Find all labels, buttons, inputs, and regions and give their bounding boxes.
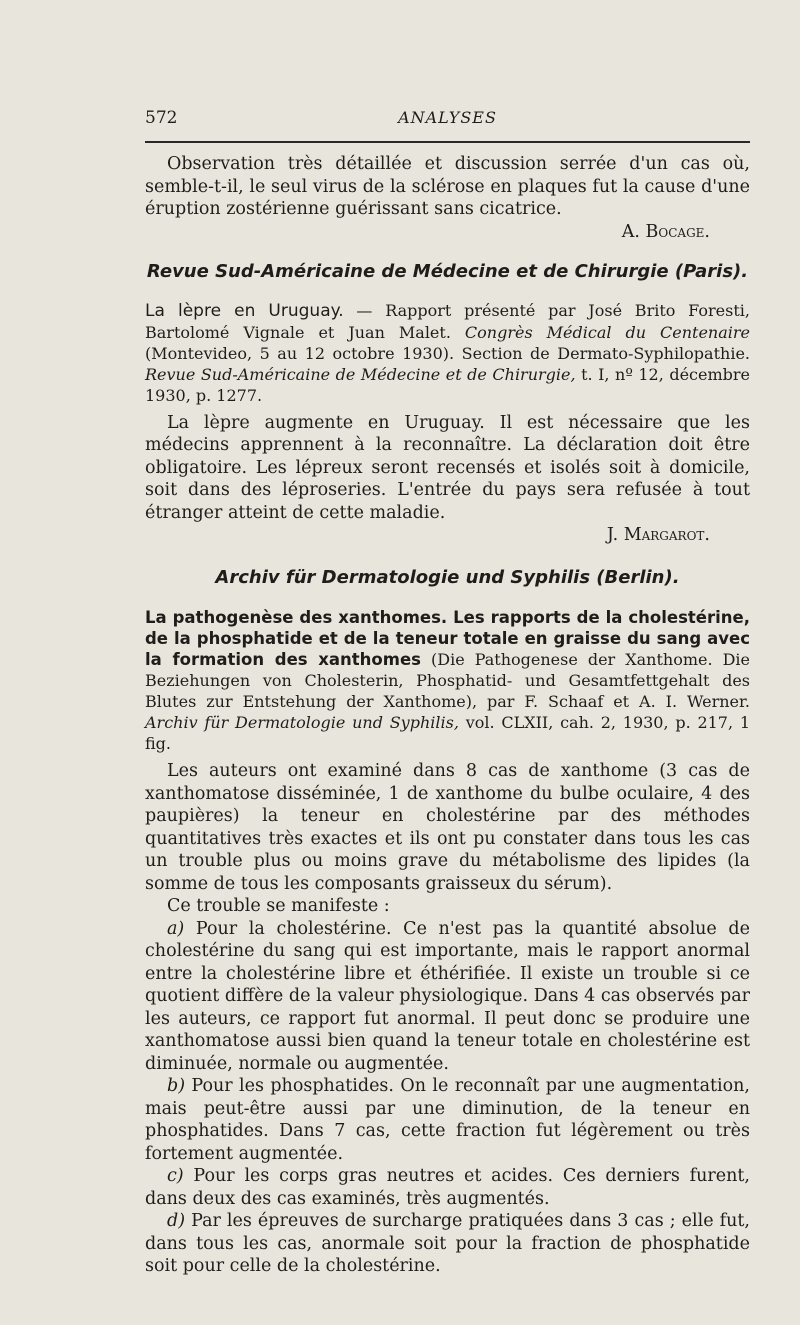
signature-bocage: A. Bocage. — [621, 221, 710, 242]
ref-congress: Congrès Médical du Centenaire — [464, 322, 750, 342]
ref-citation: vol. CLXII, cah. 2, 1930, p. 217, 1 fig. — [145, 713, 751, 753]
running-title: ANALYSES — [398, 108, 497, 127]
paragraph-text: Les auteurs ont examiné dans 8 cas de xanthome (3 cas de xanthomatose disséminée, 1 de xanthome du bulbe oculaire, 4 des paupières) la teneur en cholestérine par des méthodes quantitatives très exactes et ils ont pu constater dans tous les cas un trouble plus ou moins grave du métabolisme des lipides (la somme de tous les composants graisseux du sérum). — [145, 761, 750, 894]
body-paragraph — [145, 760, 750, 895]
list-item — [145, 918, 750, 1076]
page-header — [145, 106, 750, 132]
signature-margarot: J. Margarot. — [606, 525, 710, 545]
signature-line — [145, 221, 750, 244]
ref-details: (Montevideo, 5 au 12 octobre 1930). Section de Dermato-Syphilopathie. — [145, 343, 750, 363]
review-text: Observation très détaillée et discussion serrée d'un cas où, semble-t-il, le seul virus de la sclérose en plaques fut la cause d'une éruption zostérienne guérissant sans cicatrice. — [145, 154, 750, 219]
body-paragraph — [145, 895, 750, 918]
journal-heading-revue: Revue Sud-Américaine de Médecine et de Chirurgie (Paris). — [146, 261, 749, 282]
list-label: c) — [167, 1166, 184, 1186]
page-body — [145, 153, 750, 1278]
list-label: a) — [167, 918, 185, 939]
header-rule — [145, 141, 750, 143]
list-item — [145, 1165, 750, 1210]
article-title: La lèpre en Uruguay. — [145, 300, 344, 321]
article-title: La pathogenèse des xanthomes. Les rapports de la cholestérine, de la phosphatide et de la teneur totale en graisse du sang avec la formation des xanthomes — [145, 608, 750, 669]
paragraph-text: Ce trouble se manifeste : — [167, 896, 390, 916]
list-text: Pour la cholestérine. Ce n'est pas la quantité absolue de cholestérine du sang qui est importante, mais le rapport anormal entre la cholestérine libre et éthérifiée. Il existe un trouble si ce quotient diffère de la valeur physiologique. Dans 4 cas observés par les auteurs, ce rapport fut anormal. Il peut donc se produire une xanthomatose aussi bien quand la teneur totale en cholestérine est diminuée, normale ou augmentée. — [145, 918, 750, 1074]
list-text: Par les épreuves de surcharge pratiquées dans 3 cas ; elle fut, dans tous les cas, anormale soit pour la fraction de phosphatide soit pour celle de la cholestérine. — [145, 1211, 750, 1276]
summary-text: La lèpre augmente en Uruguay. Il est nécessaire que les médecins apprennent à la reconnaître. La déclaration doit être obligatoire. Les lépreux seront recensés et isolés soit à domicile, soit dans des léproseries. L'entrée du pays sera refusée à tout étranger atteint de cette maladie. — [145, 412, 750, 523]
article-reference — [145, 300, 750, 406]
list-label: b) — [167, 1076, 186, 1096]
ref-journal: Archiv für Dermatologie und Syphilis, — [145, 713, 459, 732]
journal-heading-archiv: Archiv für Dermatologie und Syphilis (Berlin). — [215, 566, 680, 588]
signature-line — [145, 524, 750, 547]
article-reference — [145, 607, 750, 754]
ref-authors: (Die Pathogenese der Xanthome. Die Beziehungen von Cholesterin, Phosphatid- und Gesamtfettgehalt des Blutes zur Entstehung der Xanthome), par F. Schaaf et A. I. Werner. — [145, 650, 750, 711]
summary-paragraph — [145, 412, 750, 525]
review-paragraph — [145, 153, 750, 221]
page-number: 572 — [145, 108, 178, 128]
ref-authors: — Rapport présenté par José Brito Foresti, Bartolomé Vignale et Juan Malet. — [145, 300, 750, 342]
list-label: d) — [167, 1211, 186, 1231]
list-item — [145, 1075, 750, 1165]
ref-journal: Revue Sud-Américaine de Médecine et de Chirurgie, — [145, 364, 576, 384]
list-text: Pour les phosphatides. On le reconnaît par une augmentation, mais peut-être aussi par une diminution, de la teneur en phosphatides. Dans 7 cas, cette fraction fut légèrement ou très fortement augmentée. — [145, 1076, 750, 1164]
list-item — [145, 1210, 750, 1278]
ref-citation: t. I, nº 12, décembre 1930, p. 1277. — [145, 364, 750, 405]
list-text: Pour les corps gras neutres et acides. Ces derniers furent, dans deux des cas examinés, très augmentés. — [145, 1166, 750, 1209]
